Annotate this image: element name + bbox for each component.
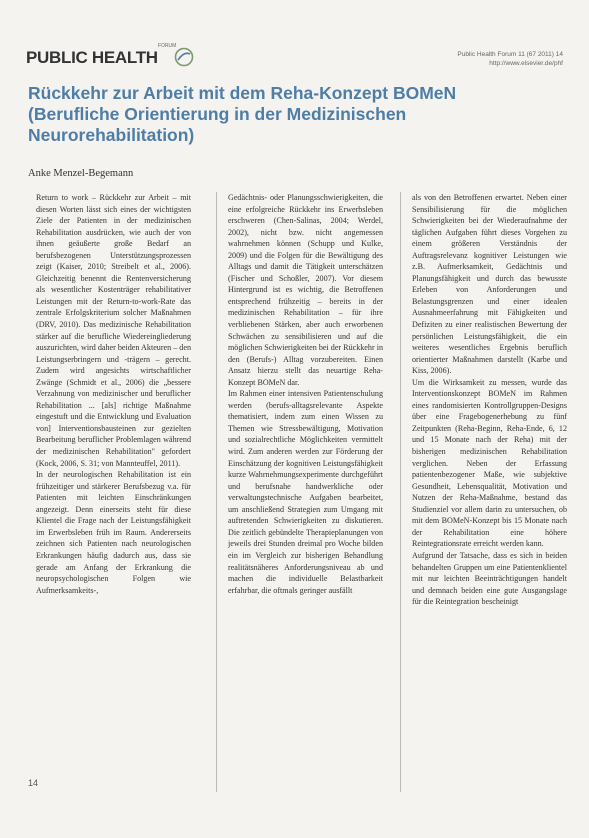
logo-tag: FORUM bbox=[158, 43, 177, 49]
article-title-line-1: Rückkehr zur Arbeit mit dem Reha-Konzept BOMeN bbox=[28, 83, 457, 103]
paragraph: In der neurologischen Rehabilitation ist ein frühzeitiger und stärkerer Berufsbezug v.a. für Patienten mit leichten Einschränkungen angezeigt. Denn einerseits steht für diese Klientel die Frage nach der Leistungsfähigkeit im Erwerbsleben früh im Raum. Andererseits zeichnen sich Patienten nach neurologischen Erkrankungen häufig dadurch aus, dass sie gerade am Anfang der Erkrankung die neuropsychologischen Folgen wie Aufmerksamkeits-, bbox=[36, 470, 191, 595]
logo-text: PUBLIC HEALTH bbox=[26, 48, 158, 67]
paragraph: Aufgrund der Tatsache, dass es sich in beiden behandelten Gruppen um eine Patientenklientel mit nur leichten Beeinträchtigungen handelt und demnach beiden eine gute Ausgangslage für die Reintegration bescheinigt bbox=[412, 550, 567, 607]
article-title-line-2: (Berufliche Orientierung in der Medizinischen bbox=[28, 104, 407, 124]
journal-citation: Public Health Forum 11 (67 2011) 14 bbox=[457, 51, 563, 58]
page-number: 14 bbox=[28, 778, 39, 788]
paragraph: Gedächtnis- oder Planungsschwierigkeiten, die eine erfolgreiche Rückkehr ins Erwerbsleben erschweren (Chen-Salinas, 2004; Werdel, 2002), nicht bzw. nicht angemessen wahrnehmen können (Schupp und Kulke, 2009) und die Folgen für die Bewältigung des Alltags und damit die Tätigkeit unterschätzen (Fischer und Schoßler, 2007). Vor diesem Hintergrund ist es wichtig, die Betroffenen entsprechend frühzeitig – bereits in der medizinischen Rehabilitation – für ihre verbliebenen Stärken, aber auch erworbenen Schwächen zu sensibilisieren und auf die möglichen Schwierigkeiten bei der Rückkehr in den (Berufs-) Alltag vorzubereiten. Einen Ansatz hierzu stellt das neuartige Reha-Konzept BOMeN dar. bbox=[228, 193, 383, 387]
article-title-line-3: Neurorehabilitation) bbox=[28, 125, 195, 145]
column-divider bbox=[216, 192, 217, 792]
text-column-1 bbox=[36, 192, 191, 794]
paragraph: Um die Wirksamkeit zu messen, wurde das Interventionskonzept BOMeN im Rahmen eines randomisierten Kontrollgruppen-Designs über eine Fragebogenerhebung zu fünf Zeitpunkten (Reha-Beginn, Reha-Ende, 6, 12 und 15 Monate nach der Reha) mit der bisherigen medizinischen Rehabilitation verglichen. Neben der Erfassung patientenbezogener Maße, wie subjektive Gesundheit, Lebensqualität, Motivation und Nutzen der Reha-Maßnahme, bestand das Studienziel vor allem darin zu untersuchen, ob mit dem BOMeN-Konzept bis 15 Monate nach der Rehabilitation eine höhere Reintegrationsrate erreicht werden kann. bbox=[412, 377, 567, 549]
paragraph: Im Rahmen einer intensiven Patientenschulung werden (berufs-alltagsrelevante Aspekte thematisiert, indem zum einen Wissen zu Themen wie Stressbewältigung, Motivation und sozialrechtliche Möglichkeiten vermittelt wird. Zum anderen werden zur Förderung der Einschätzung der kognitiven Leistungsfähigkeit kurze Wahrnehmungsexperimente durchgeführt und berufsnahe handwerkliche oder verwaltungstechnische Aufgaben bearbeitet, um anschließend Strategien zum Umgang mit auftretenden Schwierigkeiten zu diskutieren. Die zeitlich gebündelte Therapieplanungen von jeweils drei Stunden dreimal pro Woche bilden ein im Vergleich zur bisherigen Behandlung realitätsnäheres Anforderungsniveau ab und machen die individuelle Belastbarkeit erfahrbar, die oftmals geringer ausfällt bbox=[228, 389, 383, 595]
article-title bbox=[28, 83, 548, 146]
logo-swoosh-icon bbox=[174, 47, 194, 67]
publication-logo bbox=[26, 43, 196, 72]
text-column-2 bbox=[228, 192, 383, 794]
column-divider bbox=[400, 192, 401, 792]
journal-url: http://www.elsevier.de/phf bbox=[489, 60, 563, 67]
paragraph: Return to work – Rückkehr zur Arbeit – mit diesen Worten lässt sich eines der wichtigsten Ziele der Patienten in der medizinischen Rehabilitation ausdrücken, wie auch der von ihnen geäußerte große Bedarf an berufsbezogenen Unterstützungsprozessen zeigt (Kaiser, 2010; Streibelt et al., 2006). Gleichzeitig benennt die Rentenversicherung als wesentlicher Kostenträger rehabilitativer Leistungen mit der Return-to-work-Rate das zentrale Erfolgskriterium solcher Maßnahmen (DRV, 2010). Das medizinische Rehabilitation stärker auf die berufliche Wiedereingliederung auszurichten, wird daher beiden Akteuren – den Leistungserbringern und -trägern – gerecht. Zudem wird angesichts wirtschaftlicher Zwänge (Schmidt et al., 2006) die „bessere Verzahnung von medizinischer und beruflicher Rehabilitation ... [als] richtige Maßnahme eingestuft und die Entwicklung und Evaluation von] Interventionsbausteinen zur gezielten Bearbeitung beruflicher Problemlagen während der medizinischen Rehabilitation" gefordert (Kock, 2006, S. 31; von Mannteuffel, 2011). bbox=[36, 193, 191, 468]
paragraph: als von den Betroffenen erwartet. Neben einer Sensibilisierung für die möglichen Schwierigkeiten bei der Wiederaufnahme der täglichen Aufgaben führt dieses Vorgehen zu einem größeren Verständnis der Auftragsrelevanz kognitiver Leistungen wie z.B. Aufmerksamkeit, Gedächtnis und Planungsfähigkeit und durch das bewusste Erleben von Anforderungen und Belastungsgrenzen und einer idealen Ausnahmeerfahrung mit Fähigkeiten und Defiziten zu einer realistischen Bewertung der persönlichen Leistungsfähigkeit, die ein weiteres wesentliches Ergebnis beruflich orientierter Maßnahmen darstellt (Karbe und Kiss, 2006). bbox=[412, 193, 567, 376]
journal-meta bbox=[457, 50, 563, 68]
article-author: Anke Menzel-Begemann bbox=[28, 168, 134, 179]
text-column-3 bbox=[412, 192, 567, 794]
